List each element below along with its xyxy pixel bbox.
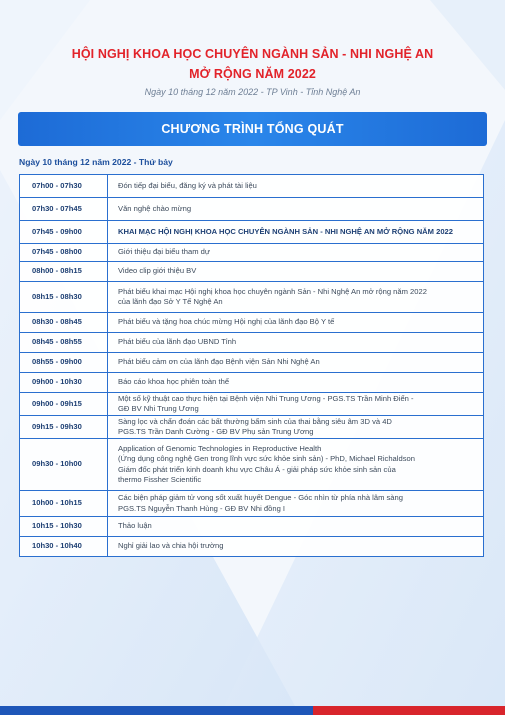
schedule-activity-line: Báo cáo khoa học phiên toàn thể [118, 377, 230, 387]
schedule-activity [108, 393, 484, 416]
program-banner: CHƯƠNG TRÌNH TỔNG QUÁT [18, 112, 487, 146]
day-heading: Ngày 10 tháng 12 năm 2022 - Thứ bảy [19, 157, 173, 167]
schedule-time: 08h55 - 09h00 [20, 353, 108, 373]
schedule-time: 07h00 - 07h30 [20, 175, 108, 198]
schedule-activity [108, 439, 484, 491]
schedule-time: 07h45 - 09h00 [20, 221, 108, 244]
header [0, 44, 505, 97]
schedule-activity-line: KHAI MẠC HỘI NGHỊ KHOA HỌC CHUYÊN NGÀNH SẢN - NHI NGHỆ AN MỞ RỘNG NĂM 2022 [118, 226, 453, 236]
schedule-row [20, 393, 484, 416]
schedule-activity-line: GĐ BV Nhi Trung Ương [118, 404, 199, 413]
schedule-activity [108, 244, 484, 262]
schedule-activity-line: Giám đốc phát triển kinh doanh khu vực Châu Á - giải pháp sức khỏe sinh sản của [118, 464, 396, 474]
schedule-activity [108, 517, 484, 537]
schedule-activity-line: thermo Fissher Scientific [118, 474, 202, 484]
schedule-activity [108, 175, 484, 198]
schedule-activity [108, 537, 484, 557]
schedule-activity [108, 262, 484, 282]
schedule-time: 09h15 - 09h30 [20, 416, 108, 439]
schedule-time: 10h15 - 10h30 [20, 517, 108, 537]
schedule-time: 08h45 - 08h55 [20, 333, 108, 353]
schedule-activity-line: Đón tiếp đại biểu, đăng ký và phát tài liệu [118, 180, 257, 190]
schedule-row [20, 439, 484, 491]
schedule-row [20, 313, 484, 333]
schedule-time: 07h45 - 08h00 [20, 244, 108, 262]
conference-date-location: Ngày 10 tháng 12 năm 2022 - TP Vinh - Tỉnh Nghệ An [144, 87, 361, 97]
schedule-time: 09h00 - 09h15 [20, 393, 108, 416]
schedule-row [20, 221, 484, 244]
schedule-row [20, 244, 484, 262]
schedule-row [20, 373, 484, 393]
schedule-activity [108, 282, 484, 313]
schedule-activity-line: Sàng lọc và chẩn đoán các bất thường bẩm sinh của thai bằng siêu âm 3D và 4D [118, 416, 392, 426]
schedule-row [20, 333, 484, 353]
conference-title-line2: MỞ RỘNG NĂM 2022 [189, 67, 316, 81]
schedule-activity-line: Phát biểu khai mạc Hội nghị khoa học chuyên ngành Sản - Nhi Nghệ An mở rộng năm 2022 [118, 286, 427, 296]
schedule-row [20, 491, 484, 517]
schedule-time: 08h15 - 08h30 [20, 282, 108, 313]
schedule-activity-line: Thảo luận [118, 521, 152, 531]
schedule-time: 07h30 - 07h45 [20, 198, 108, 221]
schedule-activity [108, 198, 484, 221]
schedule-activity [108, 221, 484, 244]
schedule-activity [108, 313, 484, 333]
schedule-activity [108, 353, 484, 373]
schedule-activity [108, 491, 484, 517]
schedule-table [19, 174, 484, 557]
conference-title-line1: HỘI NGHỊ KHOA HỌC CHUYÊN NGÀNH SẢN - NHI NGHỆ AN [71, 47, 434, 61]
bottom-color-bar [0, 706, 505, 715]
schedule-activity-line: Phát biểu cảm ơn của lãnh đạo Bệnh viện Sản Nhi Nghệ An [118, 357, 320, 367]
schedule-activity-line: PGS.TS Nguyễn Thanh Hùng - GĐ BV Nhi đồng I [118, 503, 286, 513]
schedule-activity [108, 373, 484, 393]
schedule-time: 09h30 - 10h00 [20, 439, 108, 491]
schedule-activity-line: của lãnh đạo Sở Y Tế Nghệ An [118, 297, 223, 306]
schedule-activity-line: Application of Genomic Technologies in Reproductive Health [118, 444, 322, 454]
schedule-row [20, 262, 484, 282]
schedule-activity-line: Văn nghệ chào mừng [118, 203, 192, 213]
schedule-activity [108, 333, 484, 353]
schedule-row [20, 282, 484, 313]
schedule-activity-line: Phát biểu của lãnh đạo UBND Tỉnh [118, 337, 237, 347]
schedule-time: 09h00 - 10h30 [20, 373, 108, 393]
schedule-time: 10h00 - 10h15 [20, 491, 108, 517]
schedule-activity-line: PGS.TS Trần Danh Cường - GĐ BV Phụ sản Trung Ương [118, 427, 314, 436]
schedule-row [20, 537, 484, 557]
schedule-row [20, 198, 484, 221]
schedule-activity-line: Giới thiệu đại biểu tham dự [118, 247, 210, 257]
schedule-activity-line: Nghỉ giải lao và chia hội trường [118, 541, 224, 551]
schedule-row [20, 416, 484, 439]
schedule-activity-line: Một số kỹ thuật cao thực hiện tại Bệnh viện Nhi Trung Ương - PGS.TS Trần Minh Điển - [118, 393, 414, 403]
schedule-time: 10h30 - 10h40 [20, 537, 108, 557]
schedule-time: 08h30 - 08h45 [20, 313, 108, 333]
schedule-activity-line: (Ứng dụng công nghệ Gen trong lĩnh vực sức khỏe sinh sản) - PhD, Michael Richaldson [118, 454, 415, 464]
schedule-activity [108, 416, 484, 439]
schedule-row [20, 175, 484, 198]
schedule-activity-line: Video clip giới thiệu BV [118, 266, 197, 276]
schedule-activity-line: Các biện pháp giảm tử vong sốt xuất huyết Dengue - Góc nhìn từ phía nhà lâm sàng [118, 493, 403, 503]
schedule-row [20, 353, 484, 373]
schedule-row [20, 517, 484, 537]
schedule-activity-line: Phát biểu và tặng hoa chúc mừng Hội nghị của lãnh đạo Bộ Y tế [118, 317, 335, 327]
schedule-time: 08h00 - 08h15 [20, 262, 108, 282]
